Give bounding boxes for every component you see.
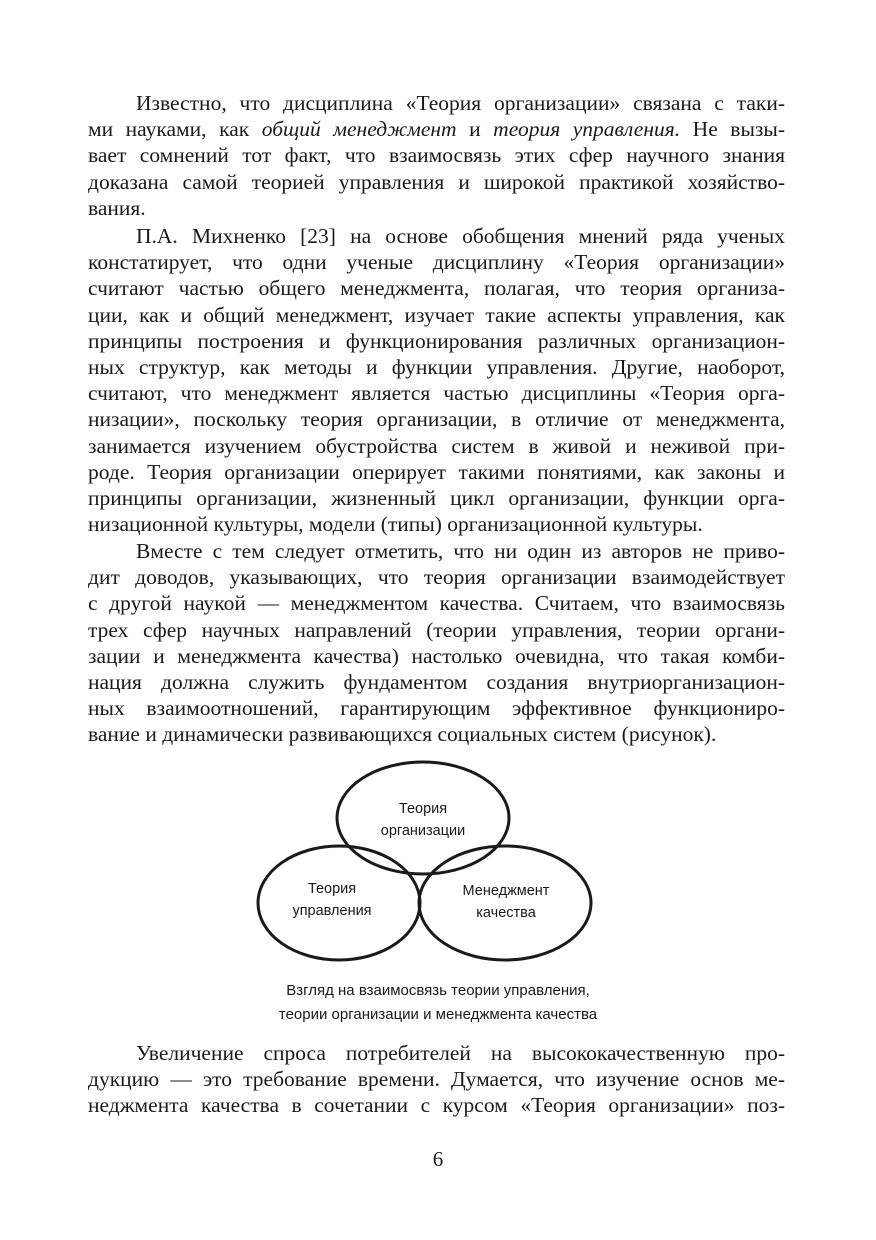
- paragraph-3-line: дит доводов, указывающих, что теория организации взаимодействует: [88, 565, 785, 590]
- paragraph-1-line-3: вает сомнений тот факт, что взаимосвязь этих сфер научного знания: [88, 143, 785, 168]
- paragraph-2: [88, 223, 785, 537]
- paragraph-3-line: нация должна служить фундаментом создания внутриорганизацион-: [88, 670, 785, 695]
- paragraph-2-line: принципы построения и функционирования различных организацион-: [88, 328, 785, 353]
- paragraph-4: [88, 1040, 785, 1119]
- paragraph-2-line: принципы организации, жизненный цикл организации, функции орга-: [88, 486, 785, 511]
- paragraph-1: [88, 90, 785, 221]
- paragraph-2-line: роде. Теория организации оперирует такими понятиями, как законы и: [88, 459, 785, 484]
- label-management-theory: Теория управления: [292, 881, 372, 919]
- label-quality-management: Менеджмент качества: [462, 883, 550, 921]
- label-organization-theory: Теория организации: [380, 801, 466, 839]
- paragraph-3-line: зации и менеджмента качества) настолько очевидна, что такая комби-: [88, 643, 785, 668]
- paragraph-3-line: с другой наукой — менеджментом качества. Считаем, что взаимосвязь: [88, 591, 785, 616]
- paragraph-2-line: ных структур, как методы и функции управления. Другие, наоборот,: [88, 355, 785, 380]
- paragraph-3-line: трех сфер научных направлений (теории управления, теории органи-: [88, 617, 785, 642]
- paragraph-2-line: считают, что менеджмент является частью дисциплины «Теория орга-: [88, 381, 785, 406]
- venn-diagram-figure: [0, 760, 876, 1023]
- page-number: 6: [432, 1147, 444, 1171]
- paragraph-2-line: низационной культуры, модели (типы) организационной культуры.: [88, 512, 703, 537]
- paragraph-3-line: Вместе с тем следует отметить, что ни один из авторов не приво-: [136, 539, 785, 563]
- paragraph-2-line: П.А. Михненко [23] на основе обобщения мнений ряда ученых: [136, 224, 785, 248]
- figure-caption: Взгляд на взаимосвязь теории управления, теории организации и менеджмента качества: [278, 982, 598, 1023]
- italic-term-management-theory: теория управления.: [493, 117, 681, 142]
- paragraph-4-line: Увеличение спроса потребителей на высококачественную про-: [136, 1041, 785, 1065]
- paragraph-2-line: ции, как и общий менеджмент, изучает такие аспекты управления, как: [88, 302, 785, 327]
- paragraph-3-line: вание и динамически развивающихся социальных систем (рисунок).: [88, 722, 717, 747]
- paragraph-2-line: низации», поскольку теория организации, в отличие от менеджмента,: [88, 407, 785, 432]
- paragraph-2-line: считают частью общего менеджмента, полагая, что теория организа-: [88, 276, 785, 301]
- paragraph-4-line: неджмента качества в сочетании с курсом «Теория организации» поз-: [88, 1093, 785, 1118]
- paragraph-1-line-2: ми науками, как общий менеджмент и теория управления. Не вызы-: [88, 117, 785, 142]
- paragraph-3: [88, 538, 785, 748]
- paragraph-2-line: констатирует, что одни ученые дисциплину «Теория организации»: [88, 250, 785, 275]
- paragraph-2-line: занимается изучением обустройства систем в живой и неживой при-: [88, 433, 785, 458]
- italic-term-general-management: общий менеджмент: [261, 117, 457, 142]
- paragraph-3-line: ных взаимоотношений, гарантирующим эффективное функциониро-: [88, 696, 785, 721]
- paragraph-1-line-1: Известно, что дисциплина «Теория организации» связана с таки-: [136, 91, 785, 115]
- paragraph-4-line: дукцию — это требование времени. Думается, что изучение основ ме-: [88, 1067, 785, 1092]
- paragraph-1-line-4: доказана самой теорией управления и широкой практикой хозяйство-: [88, 169, 785, 194]
- paragraph-1-line-5: вания.: [88, 195, 146, 220]
